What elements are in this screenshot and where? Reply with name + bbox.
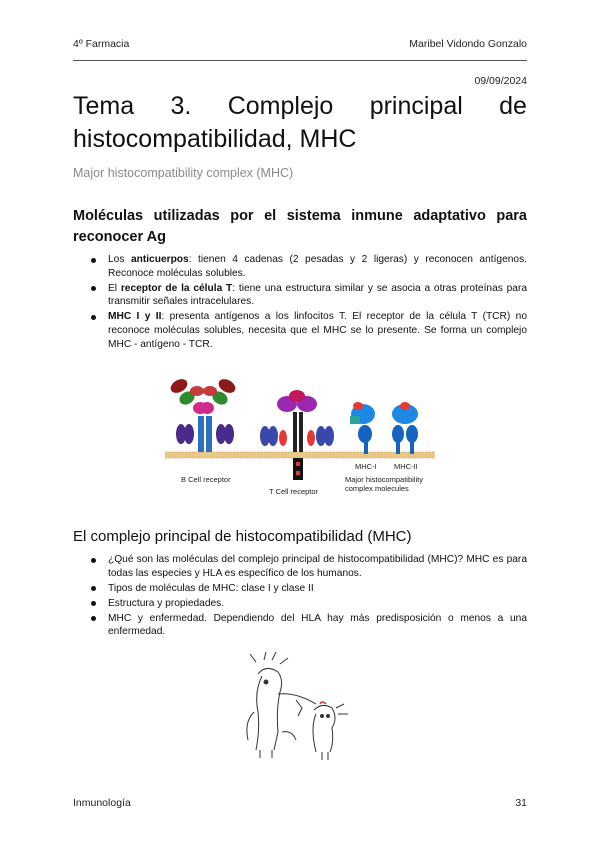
- mhc-list: [88, 553, 527, 641]
- cartoon-illustration: [236, 652, 351, 762]
- b-cell-receptor-shape: [168, 376, 238, 452]
- list-item: Tipos de moléculas de MHC: clase I y clase II: [88, 582, 527, 596]
- t-cell-receptor-shape: [260, 390, 334, 480]
- caption-mhc: Major histocompatibility complex molecules: [345, 475, 423, 493]
- mhc-class-1-shape: [350, 402, 375, 454]
- caption-t-cell: T Cell receptor: [269, 487, 319, 496]
- label-mhc-1: MHC-I: [355, 462, 377, 471]
- list-item: Los anticuerpos: tienen 4 cadenas (2 pesadas y 2 ligeras) y reconocen antígenos. Reconoce moléculas solubles.: [88, 253, 527, 280]
- cell-membrane: [165, 452, 435, 458]
- page-footer: [73, 797, 527, 809]
- title-word: principal: [369, 92, 463, 120]
- footer-subject: Inmunología: [73, 797, 131, 809]
- title-word: 3.: [170, 92, 192, 120]
- page-number: 31: [515, 797, 527, 809]
- list-item: MHC y enfermedad. Dependiendo del HLA hay más predisposición o menos a una enfermedad.: [88, 612, 527, 639]
- header-divider: [73, 60, 527, 61]
- title-word: Tema: [73, 92, 135, 120]
- title-word: Complejo: [227, 92, 334, 120]
- cartoon-drawing: [236, 652, 351, 762]
- list-item: El receptor de la célula T: tiene una estructura similar y se asocia a otras proteínas para transmitir señales intracelulares.: [88, 282, 527, 309]
- list-item: ¿Qué son las moléculas del complejo principal de histocompatibilidad (MHC)? MHC es para todas las especies y HLA es específico de los humanos.: [88, 553, 527, 580]
- page-subtitle: Major histocompatibility complex (MHC): [73, 166, 294, 180]
- molecules-list: [88, 253, 527, 353]
- page-header: [73, 38, 527, 52]
- list-item: MHC I y II: presenta antígenos a los linfocitos T. El receptor de la célula T (TCR) no reconoce moléculas solubles, necesita que el MHC se lo presente. Se forma un complejo MHC - antígeno - TCR.: [88, 310, 527, 351]
- list-item: Estructura y propiedades.: [88, 597, 527, 611]
- mhc-class-2-shape: [392, 402, 418, 454]
- receptor-diagram: [165, 376, 435, 498]
- title-line-2: histocompatibilidad, MHC: [73, 125, 357, 153]
- label-mhc-2: MHC-II: [394, 462, 418, 471]
- page-title: [73, 90, 527, 156]
- header-course: 4º Farmacia: [73, 38, 130, 50]
- document-date: 09/09/2024: [474, 75, 527, 87]
- title-line-1: [73, 90, 527, 123]
- title-word: de: [499, 92, 527, 120]
- caption-b-cell: B Cell receptor: [181, 475, 231, 484]
- section-heading-molecules: Moléculas utilizadas por el sistema inmune adaptativo para reconocer Ag: [73, 208, 527, 245]
- header-author: Maribel Vidondo Gonzalo: [409, 38, 527, 50]
- section-heading-mhc: El complejo principal de histocompatibilidad (MHC): [73, 528, 412, 545]
